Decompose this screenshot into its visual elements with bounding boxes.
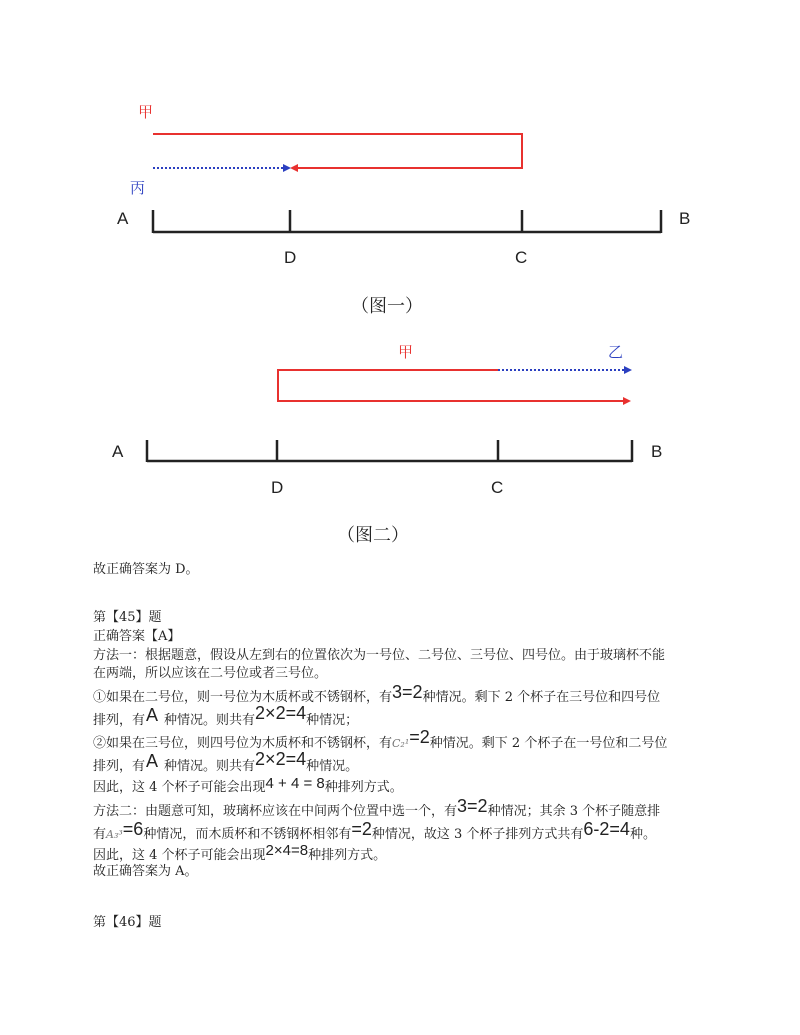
- formula: 6-2=4: [583, 819, 630, 839]
- fig2-label-a: A: [112, 442, 124, 461]
- formula-image: A₃³: [106, 828, 123, 841]
- q45-method1-line2: 在两端，所以应该在二号位或者三号位。: [93, 666, 328, 681]
- formula: 3=2: [457, 796, 488, 816]
- q45-case1-line2: 排列，有A 种情况。则共有2×2=4种情况；: [93, 703, 359, 728]
- fig2-label-c: C: [491, 478, 504, 497]
- fig2-label-jia: 甲: [398, 343, 414, 361]
- previous-answer: 故正确答案为 D。: [93, 562, 199, 577]
- formula: 2×2=4: [255, 703, 307, 723]
- fig2-red-path: [278, 370, 624, 401]
- formula: 2×2=4: [255, 749, 307, 769]
- q46-heading: 第【46】题: [93, 915, 162, 930]
- q45-method1-line1: 方法一：根据题意，假设从左到右的位置依次为一号位、二号位、三号位、四号位。由于玻璃杯不能: [93, 648, 666, 663]
- q45-final-answer: 故正确答案为 A。: [93, 864, 198, 879]
- q45-case2-line1: ②如果在三号位，则四号位为木质杯和不锈钢杯，有C₂¹=2种情况。剩下 2 个杯子在一号位和二号位: [93, 727, 668, 751]
- fig1-label-a: A: [117, 209, 129, 228]
- formula: =6: [122, 819, 144, 839]
- q45-case1-line1: ①如果在二号位，则一号位为木质杯或不锈钢杯，有3=2种情况。剩下 2 个杯子在三号位和四号位: [93, 682, 661, 705]
- formula: 3=2: [392, 682, 423, 702]
- formula-image: C₂¹: [392, 737, 410, 750]
- fig2-red-arrowhead: [623, 397, 631, 405]
- fig1-label-d: D: [284, 248, 297, 267]
- fig1-label-b: B: [679, 209, 691, 228]
- formula: A: [146, 751, 159, 771]
- q45-conclusion2: 因此，这 4 个杯子可能会出现2×4=8种排列方式。: [93, 842, 387, 863]
- q45-case2-line2: 排列，有A 种情况。则共有2×2=4种情况。: [93, 749, 359, 774]
- fig2-caption: （图二）: [337, 525, 409, 546]
- formula: =2: [409, 727, 430, 747]
- fig2-label-yi: 乙: [608, 343, 624, 361]
- q45-method2-line2: 有A₃³=6种情况，而木质杯和不锈钢杯相邻有=2种情况，故这 3 个杯子排列方式共有6-2=4种。: [93, 819, 656, 842]
- fig1-label-c: C: [515, 248, 528, 267]
- formula: A: [146, 705, 159, 725]
- formula: 2×4=8: [265, 842, 309, 859]
- q45-heading: 第【45】题: [93, 610, 162, 625]
- fig2-blue-arrowhead: [624, 366, 632, 374]
- fig2-label-d: D: [271, 478, 284, 497]
- fig1-label-jia: 甲: [138, 103, 154, 121]
- formula: =2: [351, 819, 372, 839]
- q45-conclusion1: 因此，这 4 个杯子可能会出现4 + 4 = 8种排列方式。: [93, 775, 403, 795]
- formula: 4 + 4 = 8: [265, 775, 325, 792]
- fig1-caption: （图一）: [351, 296, 423, 317]
- fig2-label-b: B: [651, 442, 663, 461]
- q45-answer: 正确答案【A】: [93, 629, 181, 644]
- q45-method2-line1: 方法二：由题意可知，玻璃杯应该在中间两个位置中选一个，有3=2种情况；其余 3 个杯子随意排: [93, 796, 661, 819]
- fig1-label-bing: 丙: [130, 179, 146, 197]
